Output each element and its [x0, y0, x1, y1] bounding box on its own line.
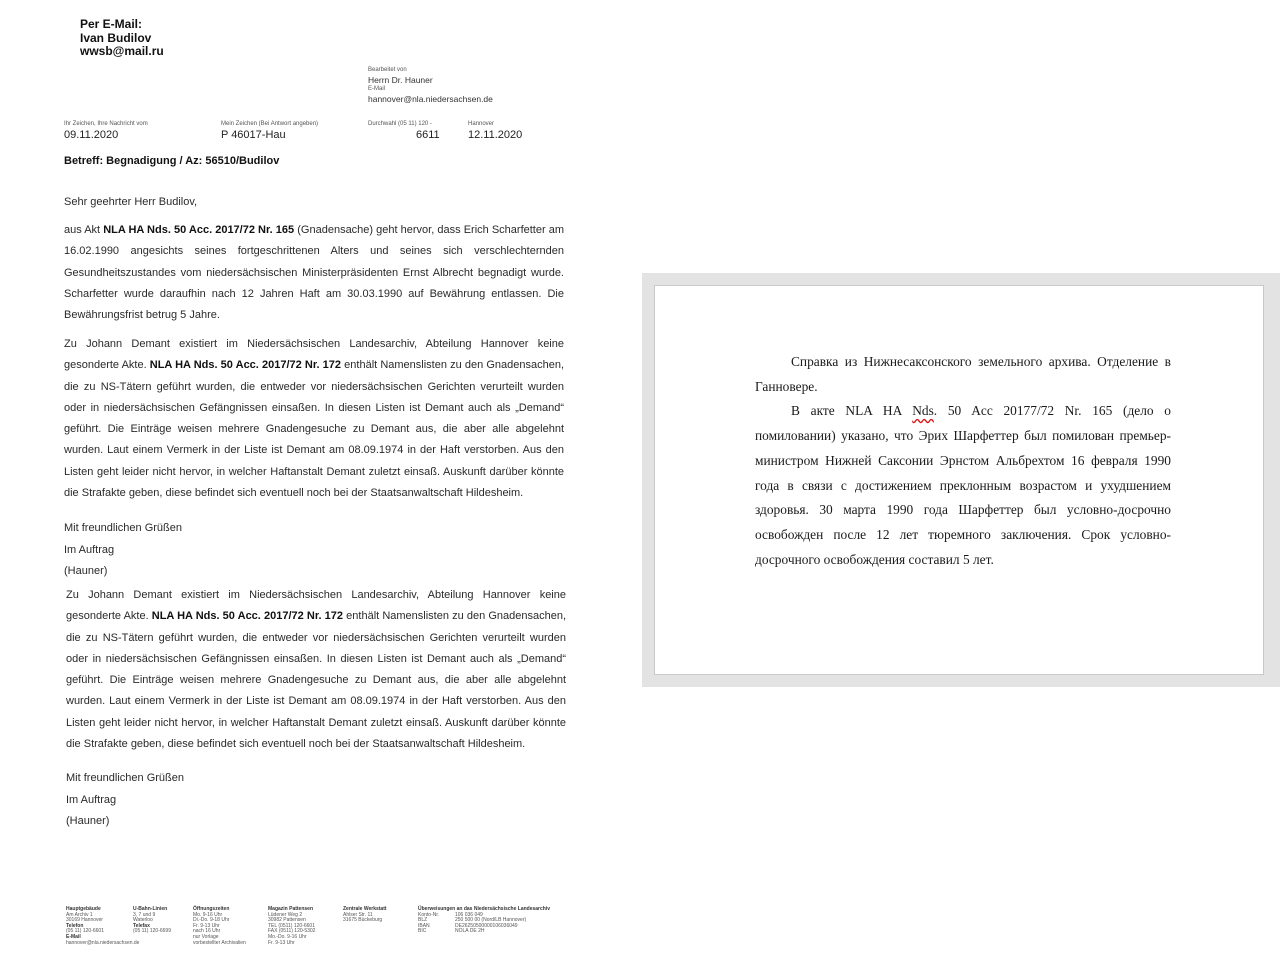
closing-block-repeat [66, 768, 184, 833]
your-ref-value: 09.11.2020 [64, 129, 119, 141]
salutation: Sehr geehrter Herr Budilov, [64, 196, 198, 208]
footer-line: Konto-Nr. [418, 911, 440, 918]
footer-line: BLZ [418, 917, 428, 924]
footer-line: TEL (0511) 120-6601 [268, 922, 315, 929]
p2-pre: Zu Johann Demant existiert im Niedersächsischen Landesarchiv, Abteilung Hannover keine gesonderte Akte. [64, 338, 564, 372]
footer-heading: Telefon [66, 922, 84, 929]
translation-p2-pre: В акте NLA HA [791, 403, 913, 419]
p1-pre: aus Akt [64, 224, 104, 236]
your-ref-label: Ihr Zeichen, Ihre Nachricht vom [64, 121, 148, 127]
p2r-pre: Zu Johann Demant existiert im Niedersächsischen Landesarchiv, Abteilung Hannover keine gesonderte Akte. [66, 589, 566, 623]
footer-heading: Überweisungen an das Niedersächsische Landesarchiv [418, 906, 550, 912]
closing-block [64, 518, 182, 583]
sender-email: hannover@nla.niedersachsen.de [368, 94, 493, 104]
translation-paragraph-1: Справка из Нижнесаксонского земельного архива. Отделение в Ганновере. [755, 354, 1171, 394]
footer-line: hannover@nla.niedersachsen.de [66, 939, 140, 946]
footer-heading: U-Bahn-Linien [133, 906, 168, 912]
sender-email-label: E-Mail [368, 86, 386, 92]
p1-file-ref: NLA HA Nds. 50 Acc. 2017/72 Nr. 165 [103, 224, 295, 236]
p2-file-ref: NLA HA Nds. 50 Acc. 2017/72 Nr. 172 [149, 359, 342, 372]
footer-heading: Magazin Pattensen [268, 906, 314, 912]
my-reference [221, 120, 318, 141]
footer-line: Waterloo [133, 917, 153, 924]
footer-heading: E-Mail [66, 933, 81, 940]
footer-line: Di.-Do. 9-18 Uhr [193, 917, 230, 924]
my-ref-value: P 46017-Hau [221, 129, 286, 141]
footer-opening-hours [193, 907, 246, 946]
footer-workshop [343, 907, 387, 924]
footer-line: Lüdener Weg 2 [268, 911, 303, 918]
footer-line: Mo.-Do. 9-16 Uhr [268, 933, 307, 940]
footer-line: DE26250500000106036049 [455, 922, 518, 929]
footer-line: 30982 Pattensen [268, 917, 306, 924]
p1-post: (Gnadensache) geht hervor, dass Erich Scharfetter am 16.02.1990 angesichts seines fortgeschrittenen Alters und seines sich verschlechternden Gesundheitszustandes vom niedersächsischen Ministerpräsidenten Ernst Albrecht begnadigt wurde. Scharfetter wurde daraufhin nach 12 Jahren Haft am 30.03.1990 auf Bewährung entlassen. Die Bewährungsfrist betrug 5 Jahre. [64, 224, 565, 322]
phone-value: 6611 [416, 129, 440, 141]
letter-page [0, 0, 610, 977]
your-reference [64, 120, 148, 141]
place-date [468, 120, 522, 141]
subject-line: Betreff: Begnadigung / Az: 56510/Budilov [64, 155, 280, 167]
footer-line: Ahlser Str. 11 [343, 911, 373, 918]
footer-line: BIC [418, 928, 427, 935]
footer-line: (05 11) 120-6601 [66, 928, 104, 935]
recipient-block [80, 18, 164, 59]
sender-block [368, 66, 493, 104]
footer-line: Fr. 9-13 Uhr [268, 939, 295, 946]
p2r-file-ref: NLA HA Nds. 50 Acc. 2017/72 Nr. 172 [151, 610, 344, 623]
spellcheck-underline: Nds [912, 403, 934, 419]
translation-page[interactable] [654, 285, 1264, 675]
p2r-post: enthält Namenslisten zu den Gnadensachen, die zu NS-Tätern geführt wurden, die entweder vor niedersächsischen Gerichten verurteilt wurden oder in niedersächsischen Gefängnissen einsaßen. In diesen Listen ist Demant auch als „Demand“ geführt. Die Einträge weisen mehrere Gnadengesuche zu Demant aus, die aber alle abgelehnt wurden. Laut einem Vermerk in der Liste ist Demant am 08.09.1974 in der Haft verstorben. Aus den Listen geht leider nicht hervor, in welcher Haftanstalt Demant zuletzt einsaß. Auskunft darüber könnte die Strafakte geben, diese befindet sich eventuell noch bei der Staatsanwaltschaft Hildesheim. [66, 610, 566, 751]
footer-magazin [268, 907, 315, 946]
footer-line: (05 11) 120-6699 [133, 928, 171, 935]
letter-date: 12.11.2020 [468, 129, 523, 141]
paragraph-scharfetter [64, 220, 564, 326]
footer-line: Am Archiv 1 [66, 911, 93, 918]
footer-line: Mo. 9-16 Uhr [193, 911, 223, 918]
paragraph-demant [64, 334, 564, 504]
closing-order: Im Auftrag [64, 543, 115, 556]
footer-bank-row [418, 913, 550, 935]
footer-line: 30169 Hannover [66, 917, 103, 924]
my-ref-label: Mein Zeichen (Bei Antwort angeben) [221, 121, 319, 127]
p2-post: enthält Namenslisten zu den Gnadensachen, die zu NS-Tätern geführt wurden, die entweder vor niedersächsischen Gerichten verurteilt wurden oder in niedersächsischen Gefängnissen einsaßen. In diesen Listen ist Demant auch als „Demand“ geführt. Die Einträge weisen mehrere Gnadengesuche zu Demant aus, die aber alle abgelehnt wurden. Laut einem Vermerk in der Liste ist Demant am 08.09.1974 in der Haft verstorben. Aus den Listen geht leider nicht hervor, in welcher Haftanstalt Demant zuletzt einsaß. Auskunft darüber könnte die Strafakte geben, diese befindet sich eventuell noch bei der Staatsanwaltschaft Hildesheim. [64, 359, 564, 500]
footer-line: NOLA DE 2H [455, 928, 485, 935]
closing-greeting-repeat: Mit freundlichen Grüßen [66, 772, 184, 784]
footer-ubahn [133, 907, 171, 935]
footer-heading: Hauptgebäude [66, 906, 101, 912]
footer-main-building [66, 907, 139, 946]
sender-name: Herrn Dr. Hauner [368, 75, 433, 85]
recipient-email: wwsb@mail.ru [80, 44, 164, 58]
phone-label: Durchwahl (05 11) 120 - [368, 121, 432, 127]
sender-label: Bearbeitet von [368, 67, 407, 73]
closing-signature: (Hauner) [64, 565, 108, 577]
translation-paragraph-2 [755, 399, 1171, 572]
footer-line: nur Vorlage [193, 933, 219, 940]
footer-line: 250 500 00 (Nord/LB Hannover) [455, 917, 527, 924]
footer-line: IBAN [418, 922, 430, 929]
translation-frame [642, 273, 1280, 687]
footer-line: vorbestellter Archivalien [193, 939, 246, 946]
paragraph-demant-repeat [66, 585, 566, 755]
footer-line: nach 16 Uhr [193, 928, 221, 935]
translation-p2-post: . 50 Acc 20177/72 Nr. 165 (дело о помиловании) указано, что Эрих Шарфеттер был помилован премьер-министром Нижней Саксонии Эрнстом Альбрехтом 16 февраля 1990 года в связи с достижением преклонным возрастом и ухудшением здоровья. 30 марта 1990 года Шарфеттер был условно-досрочно освобожден после 12 лет тюремного заключения. Срок условно-досрочного освобождения составил 5 лет. [755, 403, 1171, 567]
footer-line: Fr. 9-13 Uhr [193, 922, 220, 929]
footer-bank [418, 907, 550, 935]
footer-line: 31675 Bückeburg [343, 917, 383, 924]
recipient-delivery: Per E-Mail: [80, 17, 143, 31]
closing-order-repeat: Im Auftrag [66, 793, 117, 806]
footer-line: FAX (0511) 120-5302 [268, 928, 316, 935]
footer-heading: Öffnungszeiten [193, 906, 230, 912]
closing-signature-repeat: (Hauner) [66, 815, 110, 827]
footer-line: 3, 7 und 9 [133, 911, 156, 918]
closing-greeting: Mit freundlichen Grüßen [64, 522, 182, 534]
translation-text[interactable] [755, 350, 1171, 572]
footer-heading: Telefax [133, 922, 150, 929]
place-label: Hannover [468, 121, 495, 127]
recipient-name: Ivan Budilov [80, 30, 152, 45]
phone-extension [368, 120, 440, 141]
footer-heading: Zentrale Werkstatt [343, 906, 387, 912]
footer-line: 106 036 049 [455, 911, 483, 918]
